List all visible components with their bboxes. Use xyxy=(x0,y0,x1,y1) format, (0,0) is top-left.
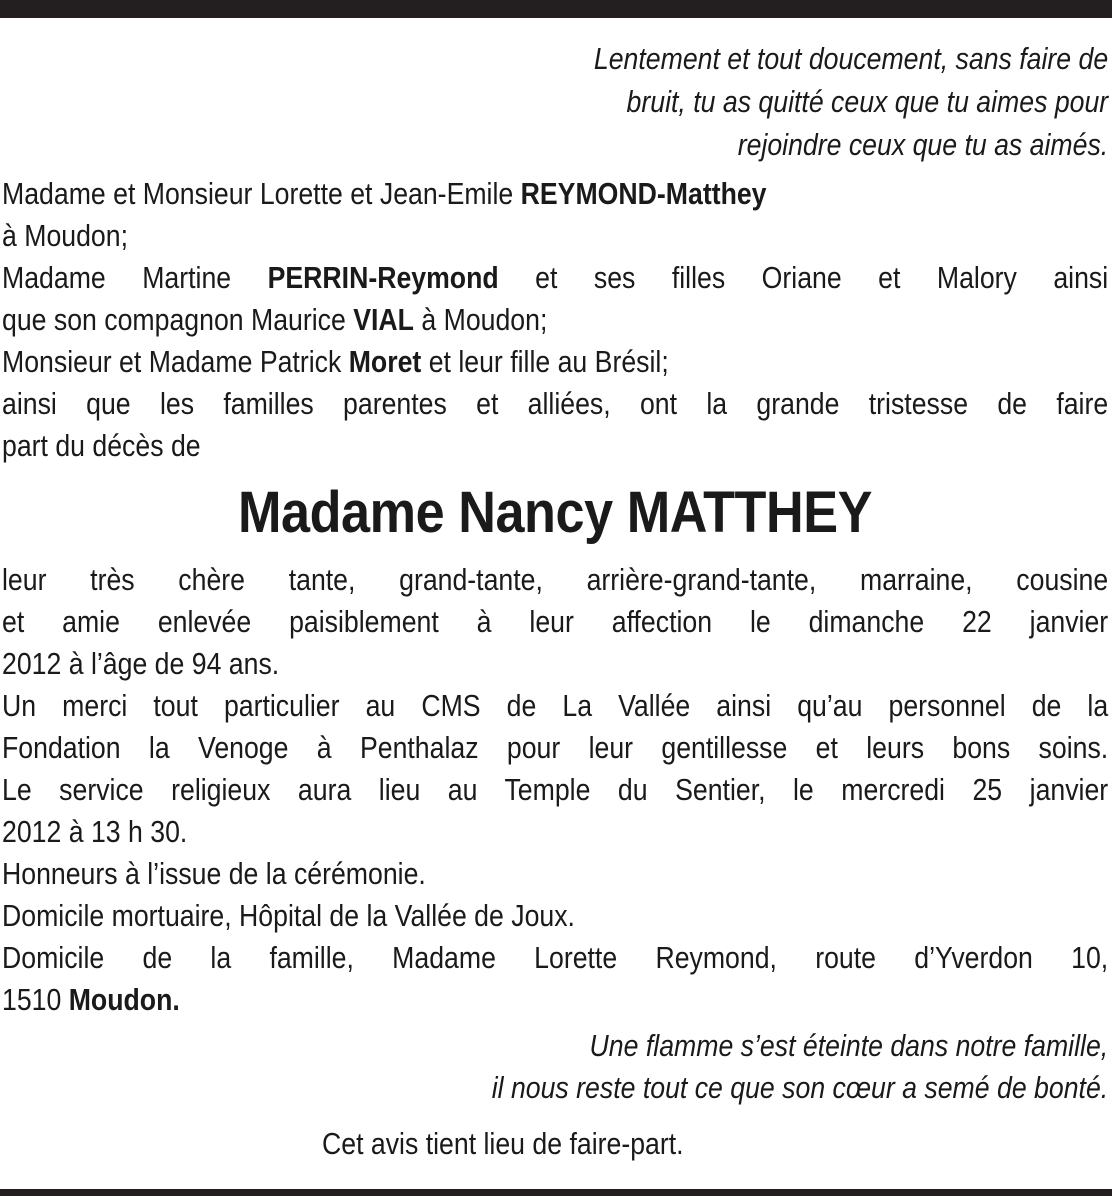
notice-statement: Cet avis tient lieu de faire-part. xyxy=(322,1126,684,1161)
family-surname: Moret xyxy=(348,344,422,379)
family-line: ainsi que les familles parentes et alliées, ont la grande tristesse de faire xyxy=(2,386,1109,421)
notice-body xyxy=(2,559,1108,1021)
body-line: 2012 à l’âge de 94 ans. xyxy=(2,646,280,681)
body-line: Domicile mortuaire, Hôpital de la Vallée de Joux. xyxy=(2,898,575,933)
closing-verse xyxy=(2,1025,1108,1109)
deceased-name: Madame Nancy MATTHEY xyxy=(238,480,872,545)
epigraph-line: Lentement et tout doucement, sans faire de xyxy=(593,41,1109,76)
bottom-border-rule xyxy=(0,1189,1112,1196)
family-announcement xyxy=(2,173,1108,467)
body-line: leur très chère tante, grand-tante, arrière-grand-tante, marraine, cousine xyxy=(2,562,1109,597)
closing-verse-line: Une flamme s’est éteinte dans notre famille, xyxy=(589,1028,1109,1063)
body-line: 1510 Moudon. xyxy=(2,982,180,1017)
body-line: Honneurs à l’issue de la cérémonie. xyxy=(2,856,426,891)
obituary-notice xyxy=(2,38,1108,1165)
family-surname: PERRIN-Reymond xyxy=(267,260,499,295)
family-line: que son compagnon Maurice VIAL à Moudon; xyxy=(2,302,548,337)
body-line: Fondation la Venoge à Penthalaz pour leur gentillesse et leurs bons soins. xyxy=(2,730,1109,765)
family-surname: REYMOND-Matthey xyxy=(520,176,767,211)
body-line: 2012 à 13 h 30. xyxy=(2,814,188,849)
family-surname: VIAL xyxy=(353,302,414,337)
family-line: Monsieur et Madame Patrick Moret et leur fille au Brésil; xyxy=(2,344,669,379)
family-city: Moudon. xyxy=(68,982,180,1017)
epigraph xyxy=(2,38,1108,167)
closing-verse-line: il nous reste tout ce que son cœur a semé de bonté. xyxy=(491,1070,1109,1105)
body-line: et amie enlevée paisiblement à leur affection le dimanche 22 janvier xyxy=(2,604,1109,639)
body-line: Le service religieux aura lieu au Temple du Sentier, le mercredi 25 janvier xyxy=(2,772,1109,807)
family-line: Madame et Monsieur Lorette et Jean-Emile REYMOND-Matthey xyxy=(2,176,767,211)
body-line: Un merci tout particulier au CMS de La Vallée ainsi qu’au personnel de la xyxy=(2,688,1109,723)
top-border-rule xyxy=(0,0,1112,18)
body-line: Domicile de la famille, Madame Lorette Reymond, route d’Yverdon 10, xyxy=(2,940,1109,975)
family-line: à Moudon; xyxy=(2,218,128,253)
epigraph-line: bruit, tu as quitté ceux que tu aimes pour xyxy=(626,84,1109,119)
family-line: part du décès de xyxy=(2,428,201,463)
family-line: Madame Martine PERRIN-Reymond et ses filles Oriane et Malory ainsi xyxy=(2,260,1109,295)
epigraph-line: rejoindre ceux que tu as aimés. xyxy=(737,127,1109,162)
